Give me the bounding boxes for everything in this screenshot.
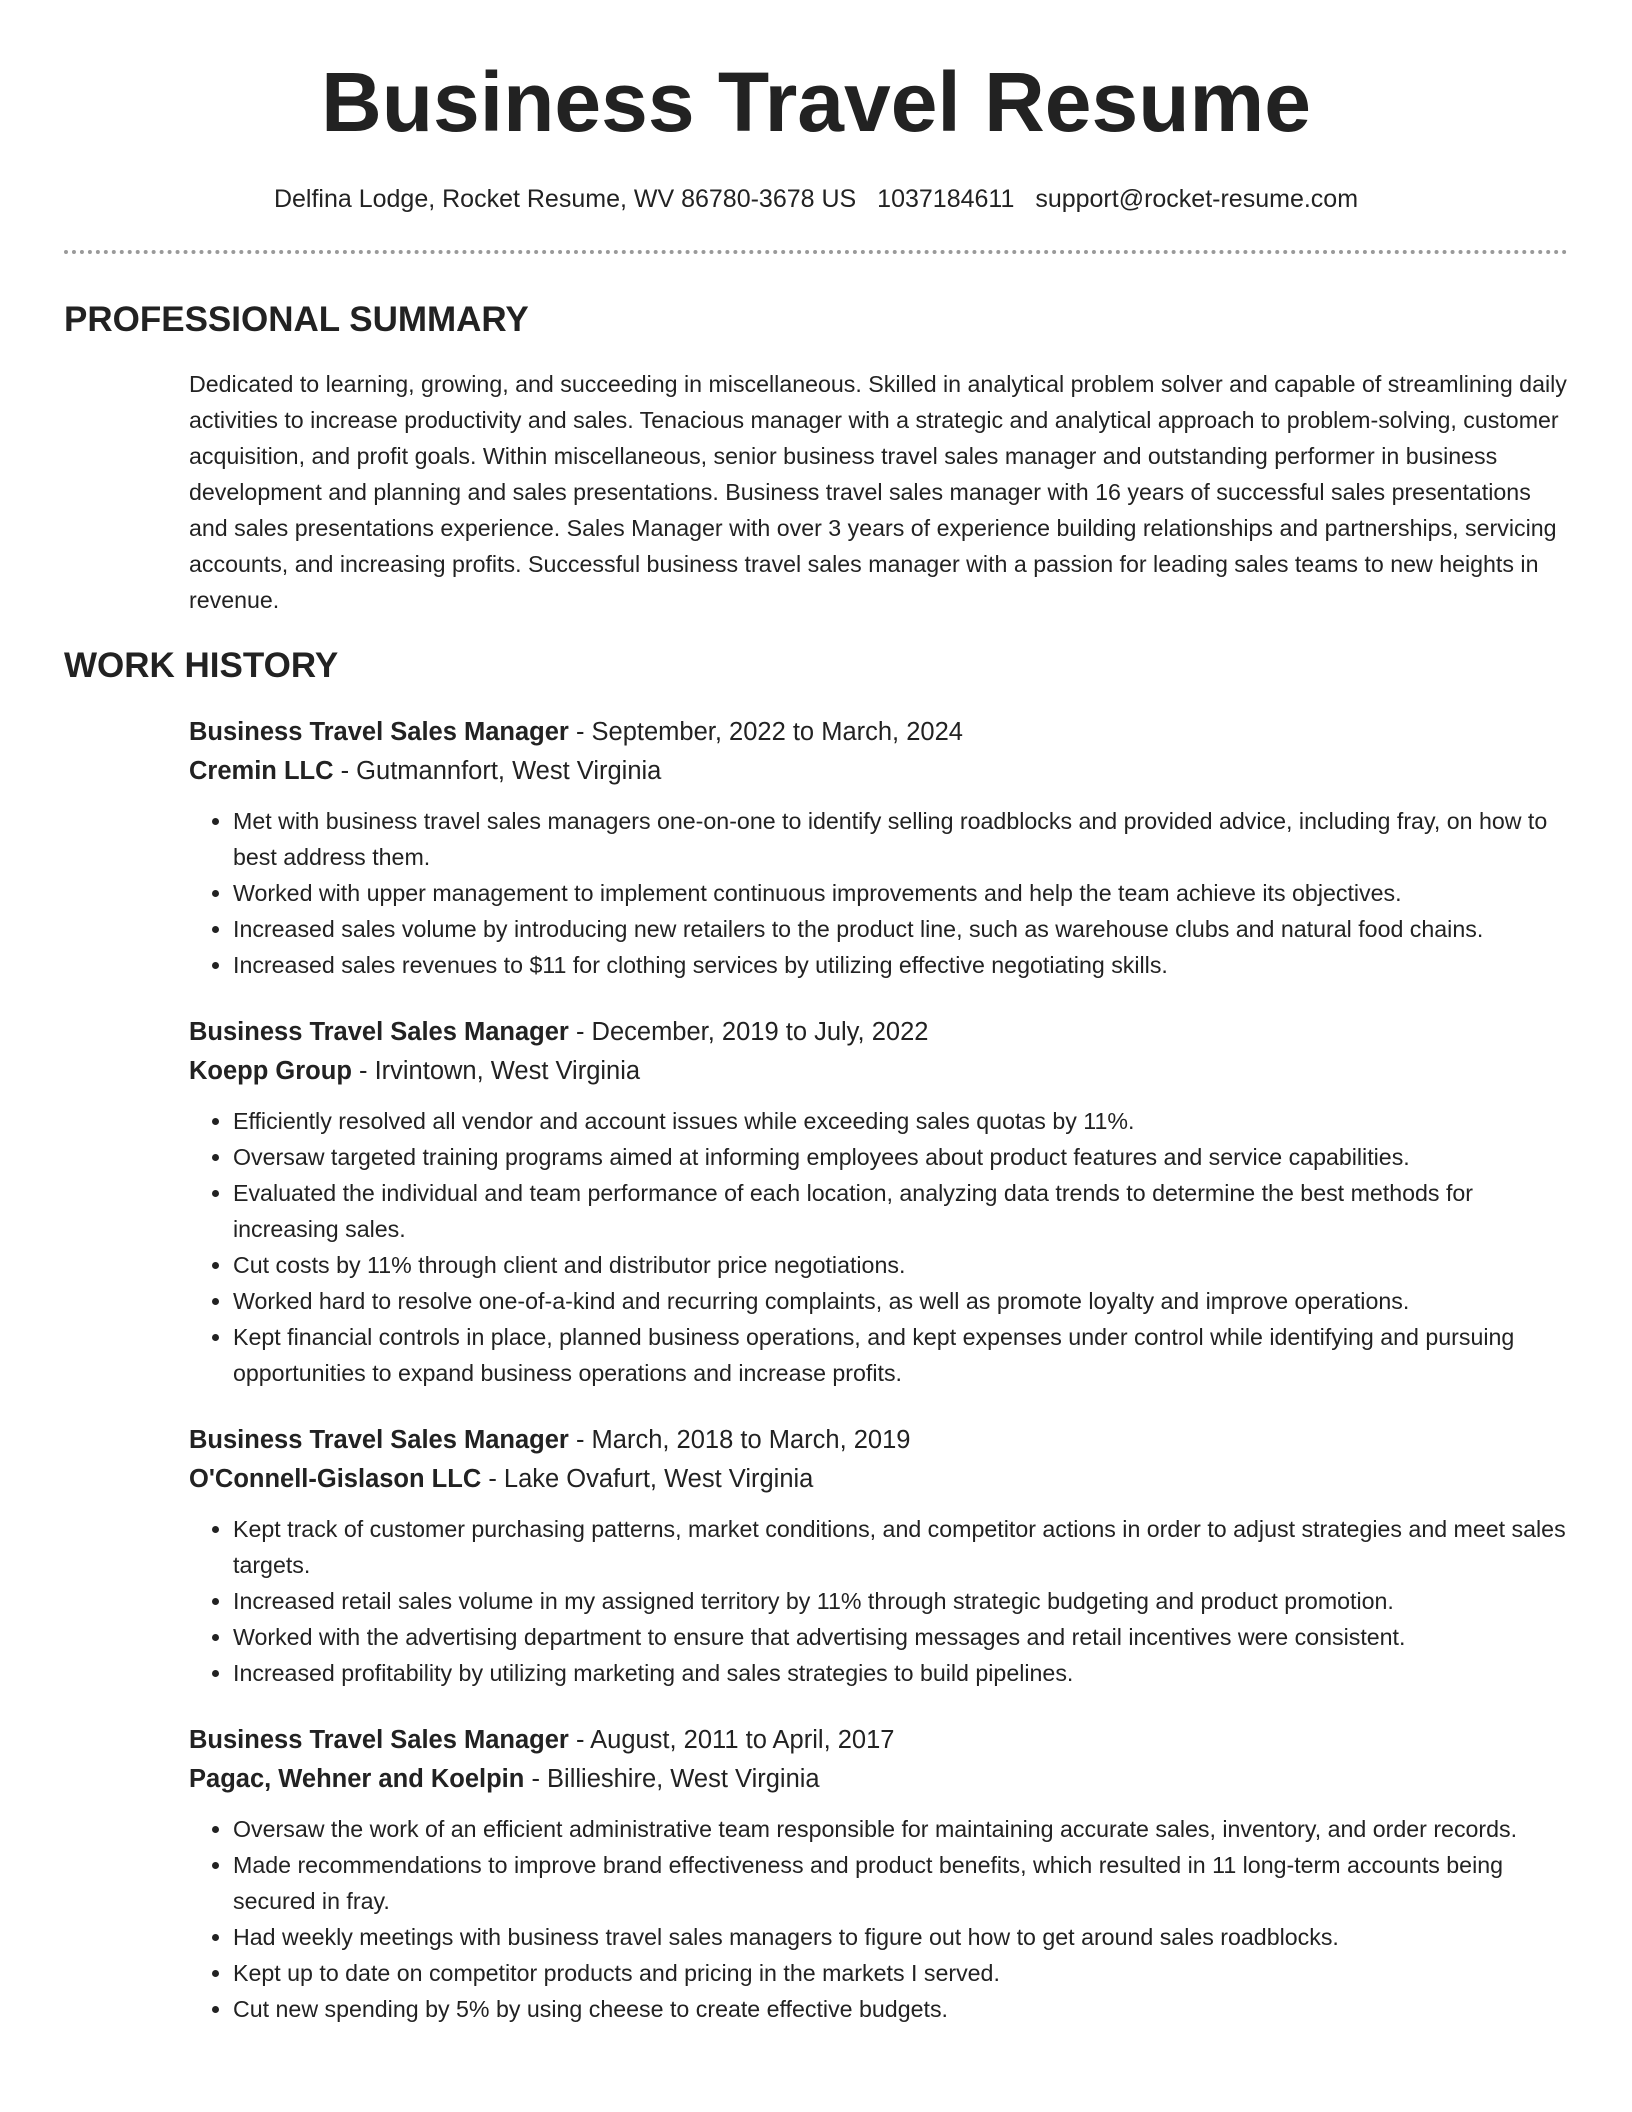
- job-title: Business Travel Sales Manager: [189, 718, 569, 746]
- job-bullet: • Evaluated the individual and team performance of each location, analyzing data trends to determine the best methods for increasing sales.: [233, 1175, 1569, 1247]
- job-title-line: [189, 713, 1569, 752]
- job-bullet: • Efficiently resolved all vendor and account issues while exceeding sales quotas by 11%.: [233, 1103, 1569, 1139]
- job-title: Business Travel Sales Manager: [189, 1426, 569, 1454]
- job-company-line: [189, 1760, 1569, 1799]
- job-company: Cremin LLC: [189, 757, 334, 785]
- job-entry: [189, 1421, 1569, 1691]
- job-company: Pagac, Wehner and Koelpin: [189, 1765, 525, 1793]
- work-history: [189, 713, 1569, 2057]
- job-title-line: [189, 1721, 1569, 1760]
- job-company-line: [189, 752, 1569, 791]
- job-bullet: • Increased sales revenues to $11 for clothing services by utilizing effective negotiating skills.: [233, 947, 1569, 983]
- work-history-heading: WORK HISTORY: [64, 646, 339, 685]
- job-bullet: • Kept up to date on competitor products and pricing in the markets I served.: [233, 1955, 1569, 1991]
- job-bullet: • Kept track of customer purchasing patterns, market conditions, and competitor actions in order to adjust strategies and meet sales targets.: [233, 1511, 1569, 1583]
- job-bullet: • Worked with the advertising department to ensure that advertising messages and retail incentives were consistent.: [233, 1619, 1569, 1655]
- job-title-line: [189, 1013, 1569, 1052]
- contact-address: Delfina Lodge, Rocket Resume, WV 86780-3678 US: [273, 185, 857, 213]
- job-bullet: • Increased retail sales volume in my assigned territory by 11% through strategic budgeting and product promotion.: [233, 1583, 1569, 1619]
- job-bullets: [189, 1511, 1569, 1691]
- summary-text: Dedicated to learning, growing, and succeeding in miscellaneous. Skilled in analytical problem solver and capable of streamlining daily activities to increase productivity and sales. Tenacious manager with a strategic and analytical approach to problem-solving, customer acquisition, and profit goals. Within miscellaneous, senior business travel sales manager and outstanding performer in business development and planning and sales presentations. Business travel sales manager with 16 years of successful sales presentations and sales presentations experience. Sales Manager with over 3 years of experience building relationships and partnerships, servicing accounts, and increasing profits. Successful business travel sales manager with a passion for leading sales teams to new heights in revenue.: [189, 371, 1567, 613]
- job-bullets: [189, 803, 1569, 983]
- job-title: Business Travel Sales Manager: [189, 1726, 569, 1754]
- job-dates: - September, 2022 to March, 2024: [568, 718, 963, 746]
- job-bullet: • Worked hard to resolve one-of-a-kind and recurring complaints, as well as promote loyalty and improve operations.: [233, 1283, 1569, 1319]
- job-company: Koepp Group: [189, 1057, 352, 1085]
- job-entry: [189, 1721, 1569, 2027]
- job-bullet: • Worked with upper management to implement continuous improvements and help the team achieve its objectives.: [233, 875, 1569, 911]
- summary-heading: PROFESSIONAL SUMMARY: [64, 300, 529, 339]
- job-bullet: • Made recommendations to improve brand effectiveness and product benefits, which resulted in 11 long-term accounts being secured in fray.: [233, 1847, 1569, 1919]
- job-bullet: • Increased profitability by utilizing marketing and sales strategies to build pipelines.: [233, 1655, 1569, 1691]
- job-title: Business Travel Sales Manager: [189, 1018, 569, 1046]
- job-dates: - March, 2018 to March, 2019: [568, 1426, 911, 1454]
- job-bullet: • Met with business travel sales managers one-on-one to identify selling roadblocks and provided advice, including fray, on how to best address them.: [233, 803, 1569, 875]
- job-dates: - August, 2011 to April, 2017: [568, 1726, 895, 1754]
- job-title-line: [189, 1421, 1569, 1460]
- job-bullets: [189, 1103, 1569, 1391]
- job-location: - Gutmannfort, West Virginia: [333, 757, 662, 785]
- job-bullet: • Had weekly meetings with business travel sales managers to figure out how to get around sales roadblocks.: [233, 1919, 1569, 1955]
- job-bullets: [189, 1811, 1569, 2027]
- job-company: O'Connell-Gislason LLC: [189, 1465, 482, 1493]
- job-location: - Lake Ovafurt, West Virginia: [481, 1465, 814, 1493]
- job-bullet: • Oversaw the work of an efficient administrative team responsible for maintaining accurate sales, inventory, and order records.: [233, 1811, 1569, 1847]
- job-bullet: • Cut costs by 11% through client and distributor price negotiations.: [233, 1247, 1569, 1283]
- contact-email: support@rocket-resume.com: [1035, 185, 1359, 213]
- resume-title: Business Travel Resume: [321, 55, 1311, 149]
- job-bullet: • Cut new spending by 5% by using cheese to create effective budgets.: [233, 1991, 1569, 2027]
- job-bullet: • Kept financial controls in place, planned business operations, and kept expenses under control while identifying and pursuing opportunities to expand business operations and increase profits.: [233, 1319, 1569, 1391]
- job-dates: - December, 2019 to July, 2022: [568, 1018, 929, 1046]
- job-entry: [189, 713, 1569, 983]
- job-company-line: [189, 1460, 1569, 1499]
- job-bullet: • Oversaw targeted training programs aimed at informing employees about product features and service capabilities.: [233, 1139, 1569, 1175]
- job-location: - Billieshire, West Virginia: [524, 1765, 820, 1793]
- contact-phone: 1037184611: [877, 185, 1015, 213]
- job-location: - Irvintown, West Virginia: [351, 1057, 641, 1085]
- job-bullet: • Increased sales volume by introducing new retailers to the product line, such as warehouse clubs and natural food chains.: [233, 911, 1569, 947]
- job-company-line: [189, 1052, 1569, 1091]
- header-divider: [64, 250, 1568, 254]
- job-entry: [189, 1013, 1569, 1391]
- contact-line: [0, 182, 1632, 216]
